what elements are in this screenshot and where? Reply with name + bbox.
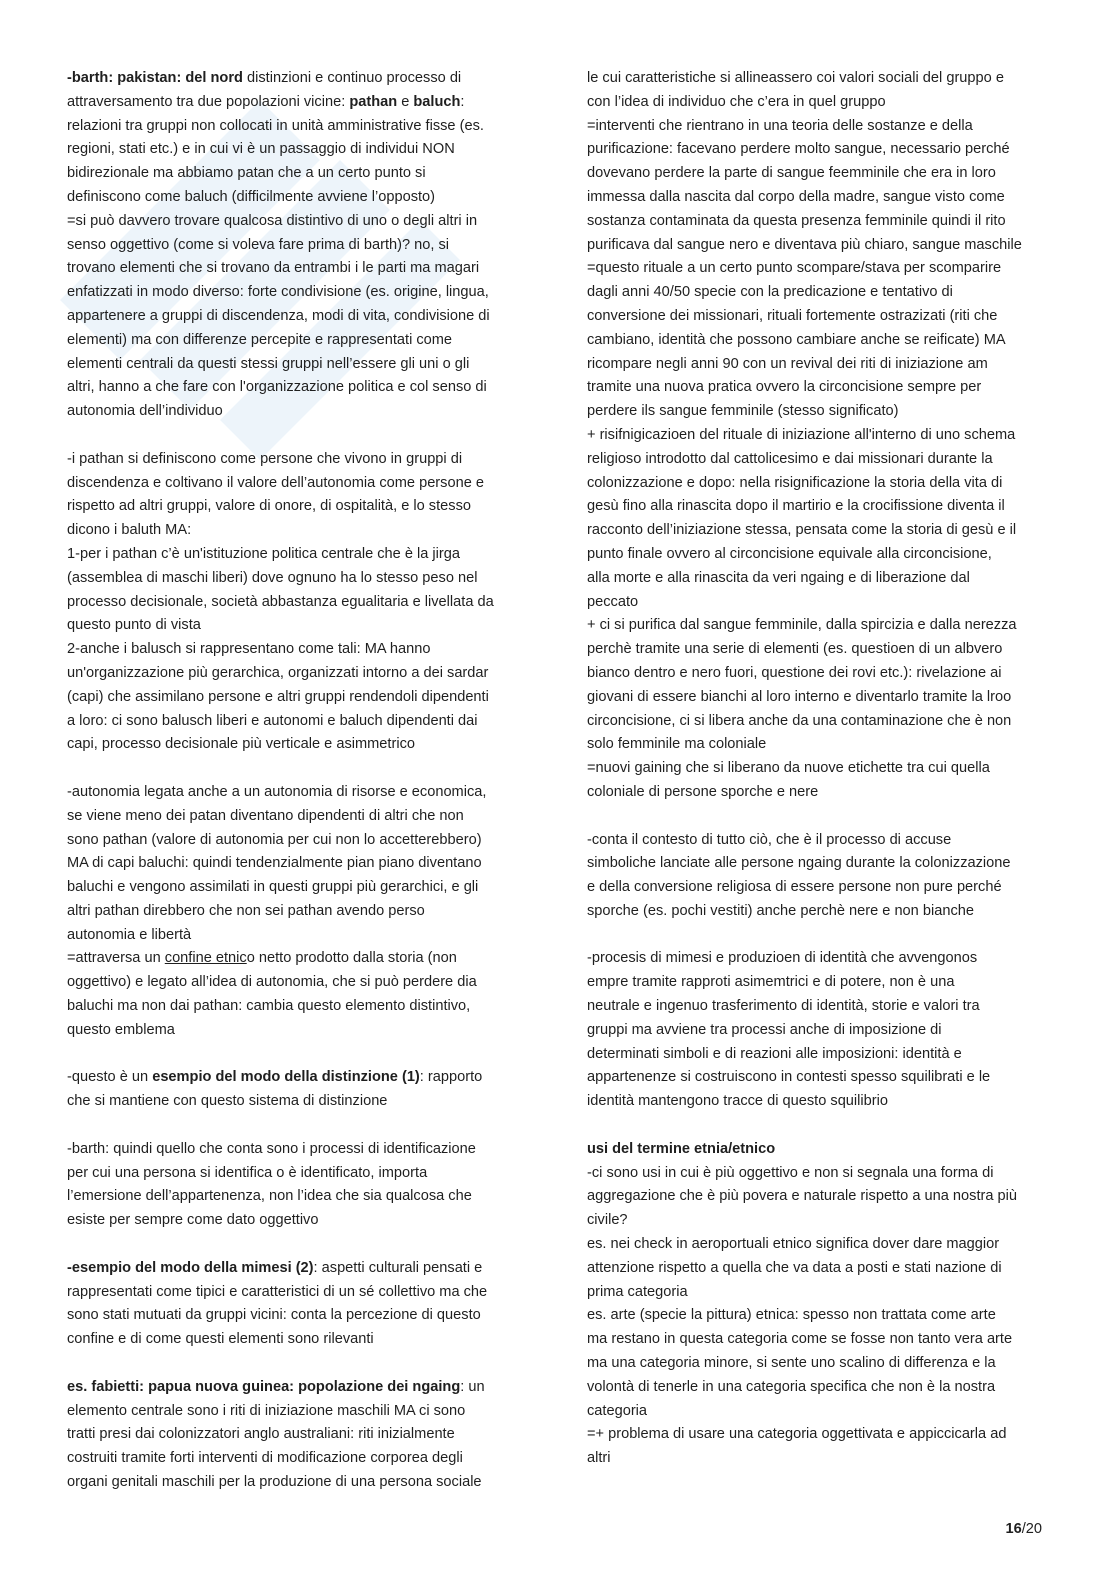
paragraph-pathan-definition: -i pathan si definiscono come persone che vivono in gruppi di discendenza e coltivano il valore dell’autonomia come persone e rispetto ad altri gruppi, valore di onore, di ospitalità, e lo stesso dicono i baluth MA: 1-per i pathan c’è un'istituzione politica centrale che è la jirga (assemblea di maschi liberi) dove ognuno ha lo stesso peso nel processo decisionale, società abbastanza egualitaria e livellata da questo punto di vista 2-anche i balusch si rappresentano come tali: MA hanno un'organizzazione più gerarchica, organizzati intorno a dei sardar (capi) che assimilano persone e altri gruppi rendendoli dipendenti a loro: ci sono balusch liberi e autonomi e baluch dipendenti dai capi, processo decisionale più verticale e asimmetrico	[67, 450, 494, 753]
paragraph-fabietti-ngaing: es. fabietti: papua nuova guinea: popolazione dei ngaing: un elemento centrale sono i riti di iniziazione maschili MA ci sono tratti presi dai colonizzatori anglo australiani: riti inizialmente costruiti tramite forti interventi di modificazione corporea degli organi genitali maschili per la produzione di una persona sociale	[67, 1378, 485, 1491]
paragraph-autonomia: -autonomia legata anche a un autonomia di risorse e economica, se viene meno dei patan diventano dipendenti di altri che non sono pathan (valore di autonomia per cui non lo accetterebbero) MA di capi baluchi: quindi tendenzialmente pian piano diventano baluchi e vengono assimilati in questi gruppi più gerarchici, e gli altri pathan direbbero che non sei pathan avendo perso autonomia e libertà =attraversa un confine etnico netto prodotto dalla storia (non oggettivo) e legato all’idea di autonomia, che si può perdere dia baluchi ma non dai pathan: cambia questo elemento distintivo, questo emblema	[67, 783, 487, 1038]
page-total: /20	[1021, 1521, 1042, 1537]
left-column	[67, 67, 517, 1519]
underlined-term: confine etnic	[164, 950, 247, 967]
paragraph-distinzione: -questo è un esempio del modo della distinzione (1): rapporto che si mantiene con questo sistema di distinzione	[67, 1069, 483, 1110]
section-heading: usi del termine etnia/etnico	[587, 1140, 776, 1157]
section-usi-etnico: usi del termine etnia/etnico -ci sono usi in cui è più oggettivo e non si segnala una forma di aggregazione che è più povera e naturale rispetto a una nostra più civile? es. nei check in aeroportuali etnico significa dover dare maggior attenzione rispetto a quella che va data a posti e stati nazione di prima categoria es. arte (specie la pittura) etnica: spesso non trattata come arte ma restano in questa categoria come se fosse non tanto vera arte ma una categoria minore, si sente uno scalino di differenza e la volontà di tenerle in una categoria specifica che non è la nostra categoria =+ problema di usare una categoria oggettivata e appiccicarla ad altri	[587, 1138, 1049, 1471]
paragraph-ngaing-rituals: le cui caratteristiche si allineassero coi valori sociali del gruppo e con l’idea di individuo che c’era in quel gruppo =interventi che rientrano in una teoria delle sostanze e della purificazione: facevano perdere molto sangue, necessario perché dovevano perdere la parte di sangue feemminile che era in loro immessa dalla nascita dal corpo della madre, sangue visto come sostanza contaminata da questa presenza femminile quindi il rito purificava dal sangue nero e diventava più chiaro, sangue maschile =questo rituale a un certo punto scompare/stava per scomparire dagli anni 40/50 specie con la predicazione e tentativo di conversione dei missionari, rituali fortemente ostrazizati (riti che cambiano, identità che possono cambiare anche se reificate) MA ricompare negli anni 90 con un revival dei riti di iniziazione am tramite una nuova pratica ovvero la circoncisione sempre per perdere ils sangue femminile (stesso significato) + risifnigicazioen del rituale di iniziazione all'interno di uno schema religioso introdotto dal cattolicesimo e dai missionari durante la colonizzazione e dopo: nella risignificazione la storia della vita di gesù fino alla rinascita dopo il martirio e la crocifissione diventa il racconto dell’iniziazione stessa, pensata come la storia di gesù e il punto finale ovvero al circoncisione equivale alla circoncisione, alla morte e alla rinascita da veri ngaing e di liberazione dal peccato + ci si purifica dal sangue femminile, dalla spircizia e dalla nerezza perchè tramite una serie di elementi (es. questioen di un albvero bianco dentro e nero fuori, questione dei rovi etc.): rivelazione ai giovani di essere bianchi al loro interno e diventarlo tramite la lroo circoncisione, ci si libera anche da una contaminazione che è non solo femminile ma coloniale =nuovi gaining che si liberano da nuove etichette tra cui quella coloniale di persone sporche e nere	[587, 70, 1022, 800]
page-number	[960, 1518, 1042, 1542]
paragraph-barth-pakistan: -barth: pakistan: del nord distinzioni e continuo processo di attraversamento tra due popolazioni vicine: pathan e baluch: relazioni tra gruppi non collocati in unità amministrative fisse (es. regioni, stati etc.) e in cui vi è un passaggio di individui NON bidirezionale ma abbiamo patan che a un certo punto si definiscono come baluch (difficilmente avviene l’opposto) =si può davvero trovare qualcosa distintivo di uno o degli altri in senso oggettivo (come si voleva fare prima di barth)? no, si trovano elementi che si trovano da entrambi i le parti ma magari enfatizzati in modo diverso: forte condivisione (es. origine, lingua, appartenere a gruppi di discendenza, modi di vita, condivisione di elementi) ma con differenze percepite e rappresentati come elementi centrali da questi stessi gruppi nell’essere gli uni o gli altri, hanno a che fare con l'organizzazione politica e col senso di autonomia dell’individuo	[67, 70, 490, 420]
paragraph-mimesi: -esempio del modo della mimesi (2): aspetti culturali pensati e rappresentati come tipici e caratteristici di un sé collettivo ma che sono stati mutuati da gruppi vicini: conta la percezione di questo confine e di come questi elementi sono rilevanti	[67, 1259, 488, 1348]
page-current: 16	[1005, 1521, 1022, 1537]
paragraph-processi-mimesi: -procesis di mimesi e produzioen di identità che avvengonos empre tramite rapproti asimemtrici e di potere, non è una neutrale e ingenuo trasferimento di identità, storie e valori tra gruppi ma avviene tra processi anche di imposizione di determinati simboli e di reazioni alle imposizioni: identità e appartenenze si costruiscono in contesti spesso squilibrati e le identità mantengono tracce di questo squilibrio	[587, 950, 991, 1110]
paragraph-barth-identificazione: -barth: quindi quello che conta sono i processi di identificazione per cui una persona si identifica o è identificato, importa l’emersione dell’appartenenza, non l’idea che sia qualcosa che esiste per sempre come dato oggettivo	[67, 1140, 476, 1229]
paragraph-contesto-accuse: -conta il contesto di tutto ciò, che è il processo di accuse simboliche lanciate alle persone ngaing durante la colonizzazione e della conversione religiosa di essere persone non pure perché sporche (es. pochi vestiti) anche perchè nere e non bianche	[587, 831, 1011, 919]
right-column	[587, 67, 1049, 1495]
